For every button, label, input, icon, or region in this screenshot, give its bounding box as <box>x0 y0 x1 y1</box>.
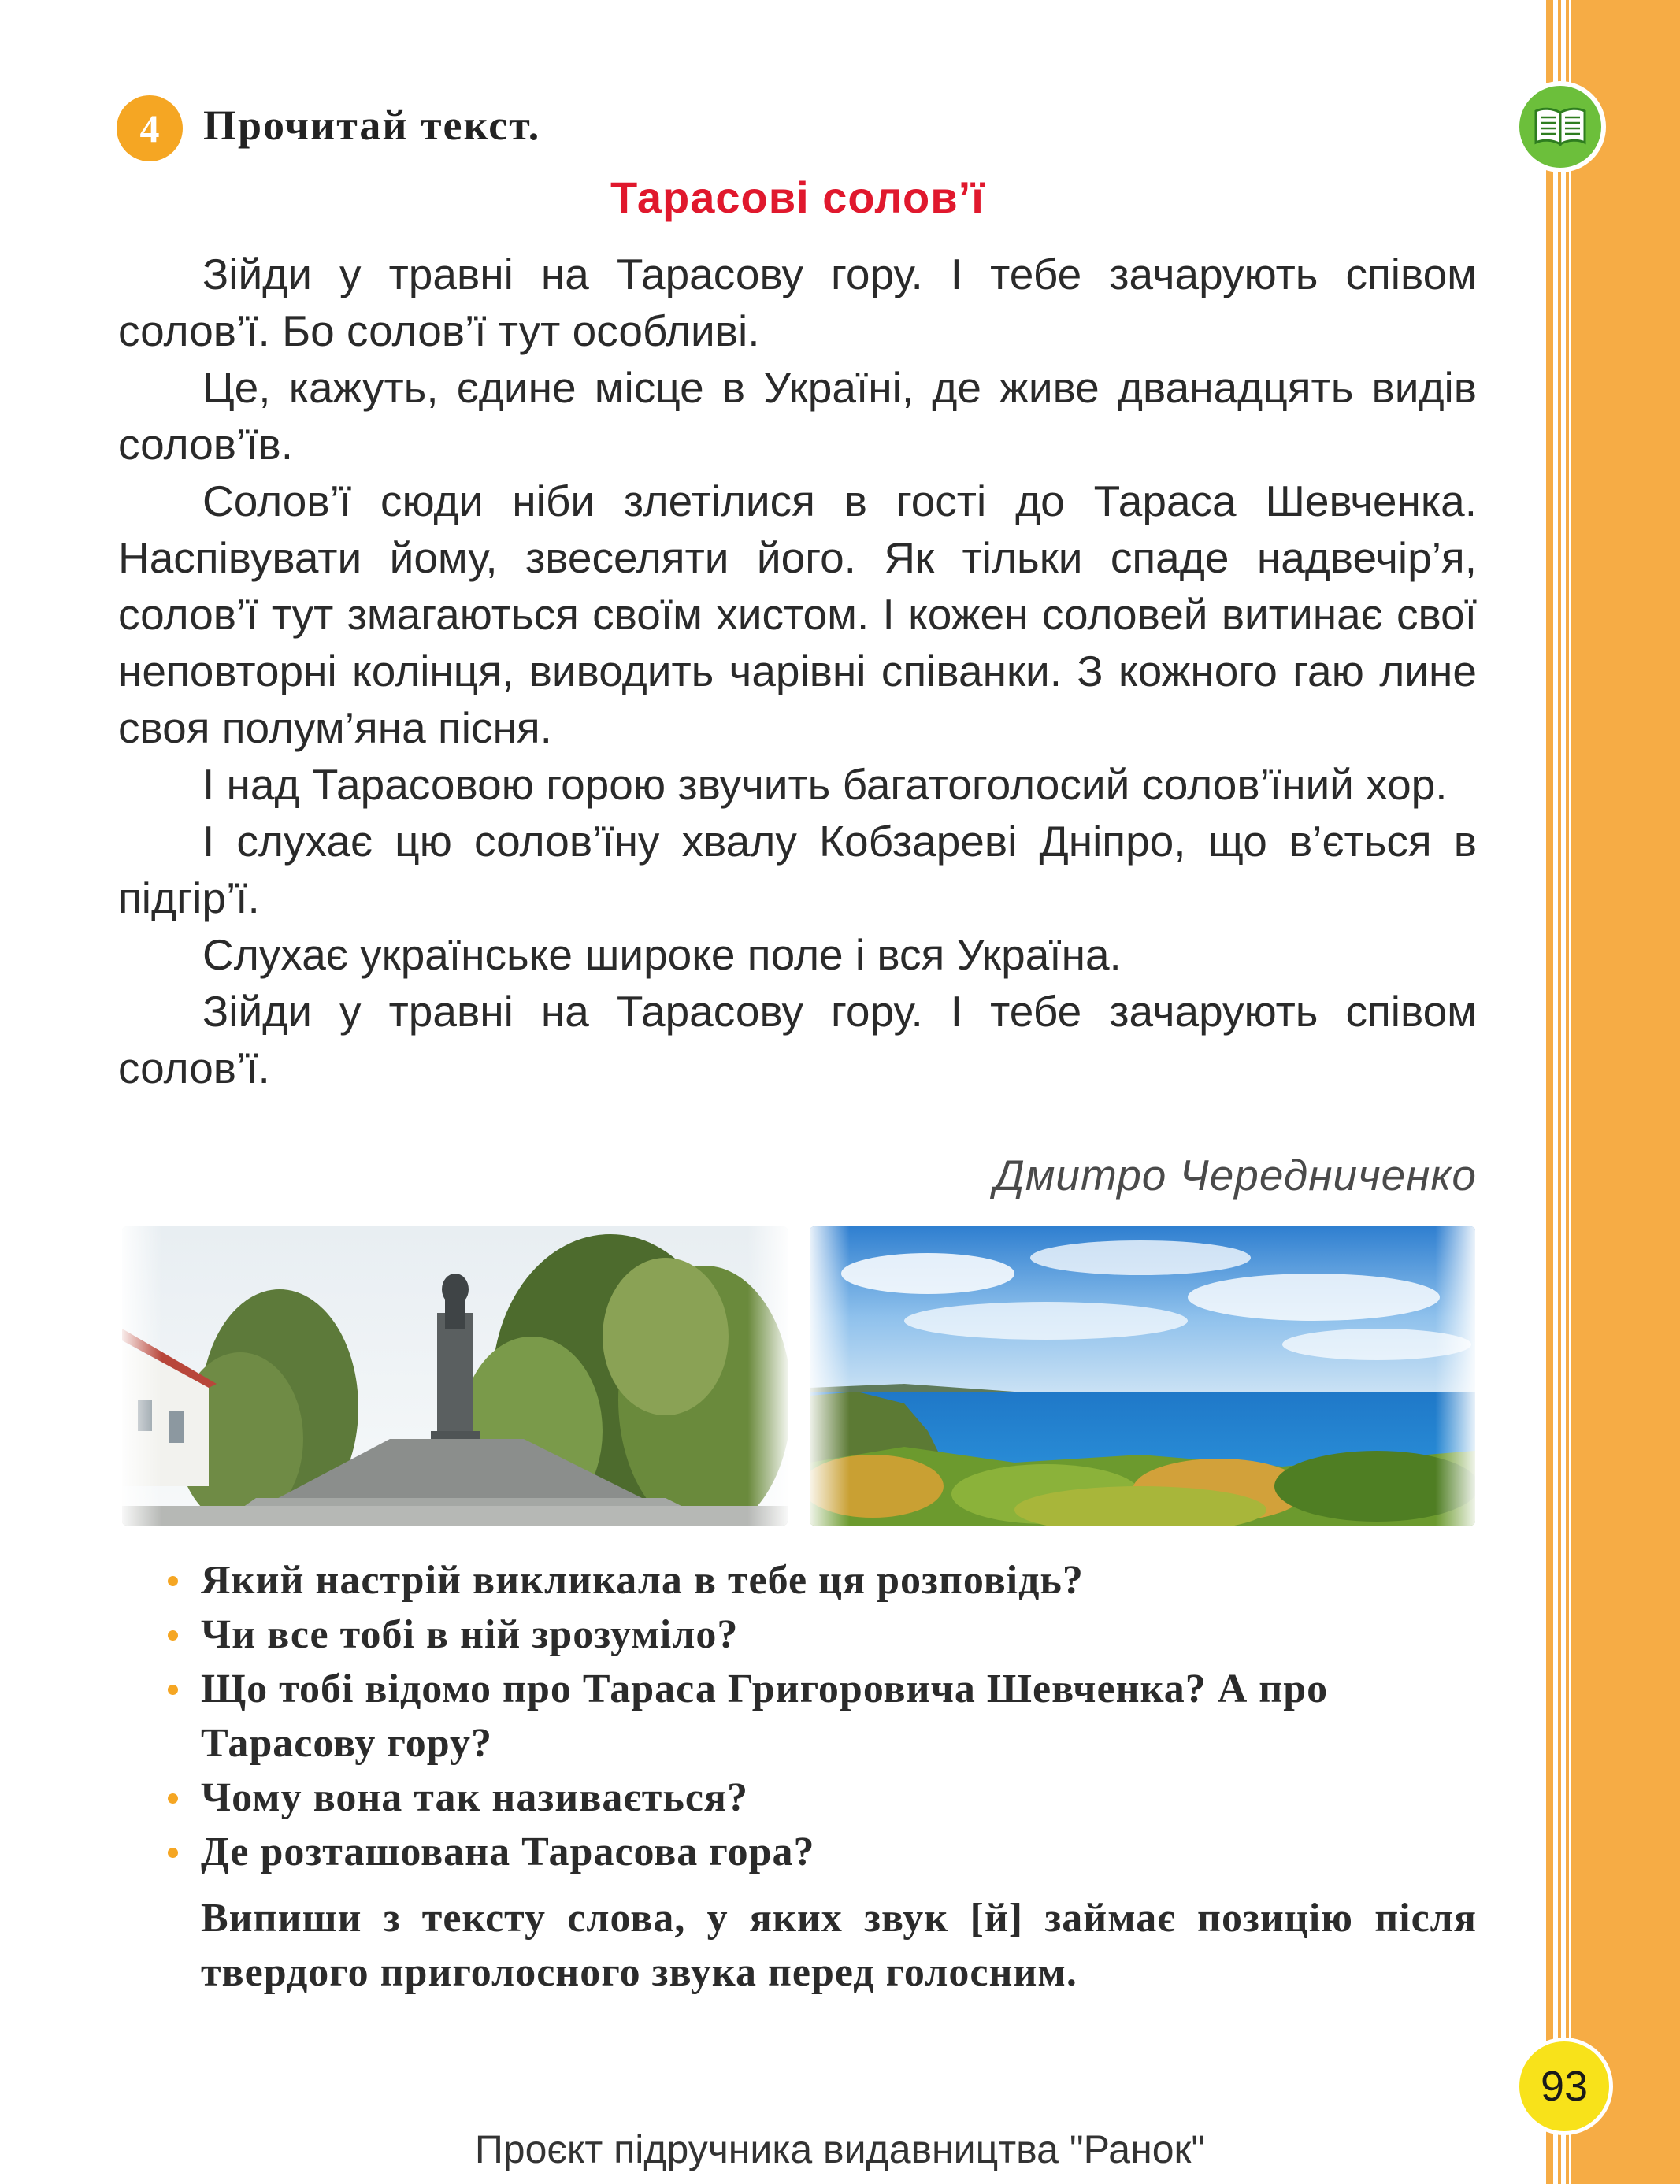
task-number-badge: 4 <box>117 95 183 161</box>
question-item: Який настрій викликала в тебе ця розповідь? <box>201 1553 1493 1607</box>
writing-assignment: Випиши з тексту слова, у яких звук [й] займає позицію після твердого приголосного звука перед голосним. <box>201 1896 1477 1995</box>
story-title: Тарасові солов’ї <box>610 172 985 222</box>
question-item: Чому вона так називається? <box>201 1771 1493 1825</box>
story-paragraph: І слухає цю солов’їну хвалу Кобзареві Дніпро, що в’ється в підгір’ї. <box>118 817 1477 922</box>
question-item: Чи все тобі в ній зрозуміло? <box>201 1607 1493 1662</box>
story-paragraph: Зійди у травні на Тарасову гору. І тебе зачарують співом солов’ї. Бо солов’ї тут особливі. <box>118 250 1477 355</box>
story-paragraph: Слухає українське широке поле і вся Україна. <box>202 930 1122 979</box>
story-author: Дмитро Чередниченко <box>994 1151 1477 1200</box>
open-book-icon <box>1515 81 1606 172</box>
questions-list <box>201 1553 1493 1879</box>
story-paragraph: Зійди у травні на Тарасову гору. І тебе зачарують співом солов’ї. <box>118 987 1477 1092</box>
side-lines-decoration <box>1550 0 1571 2184</box>
story-paragraph: І над Тарасовою горою звучить багатоголосий солов’їний хор. <box>202 760 1448 809</box>
page-number-badge: 93 <box>1515 2038 1613 2135</box>
question-item: Де розташована Тарасова гора? <box>201 1825 1493 1879</box>
task-instruction: Прочитай текст. <box>203 102 541 149</box>
story-text <box>118 246 1477 1096</box>
question-item: Що тобі відомо про Тараса Григоровича Шевченка? А про Тарасову гору? <box>201 1662 1493 1771</box>
dnipro-landscape-photo <box>810 1226 1475 1526</box>
monument-photo <box>122 1226 788 1526</box>
story-paragraph: Солов’ї сюди ніби злетілися в гості до Тараса Шевченка. Наспівувати йому, звеселяти його. Як тільки спаде надвечір’я, солов’ї тут змагаються своїм хистом. І кожен соловей витинає свої неповторні колінця, виводить чарівні співанки. З кожного гаю лине своя полум’яна пісня. <box>118 476 1477 752</box>
footer-note: Проєкт підручника видавництва "Ранок" <box>474 2127 1206 2171</box>
story-paragraph: Це, кажуть, єдине місце в Україні, де живе дванадцять видів солов’їв. <box>118 363 1477 469</box>
